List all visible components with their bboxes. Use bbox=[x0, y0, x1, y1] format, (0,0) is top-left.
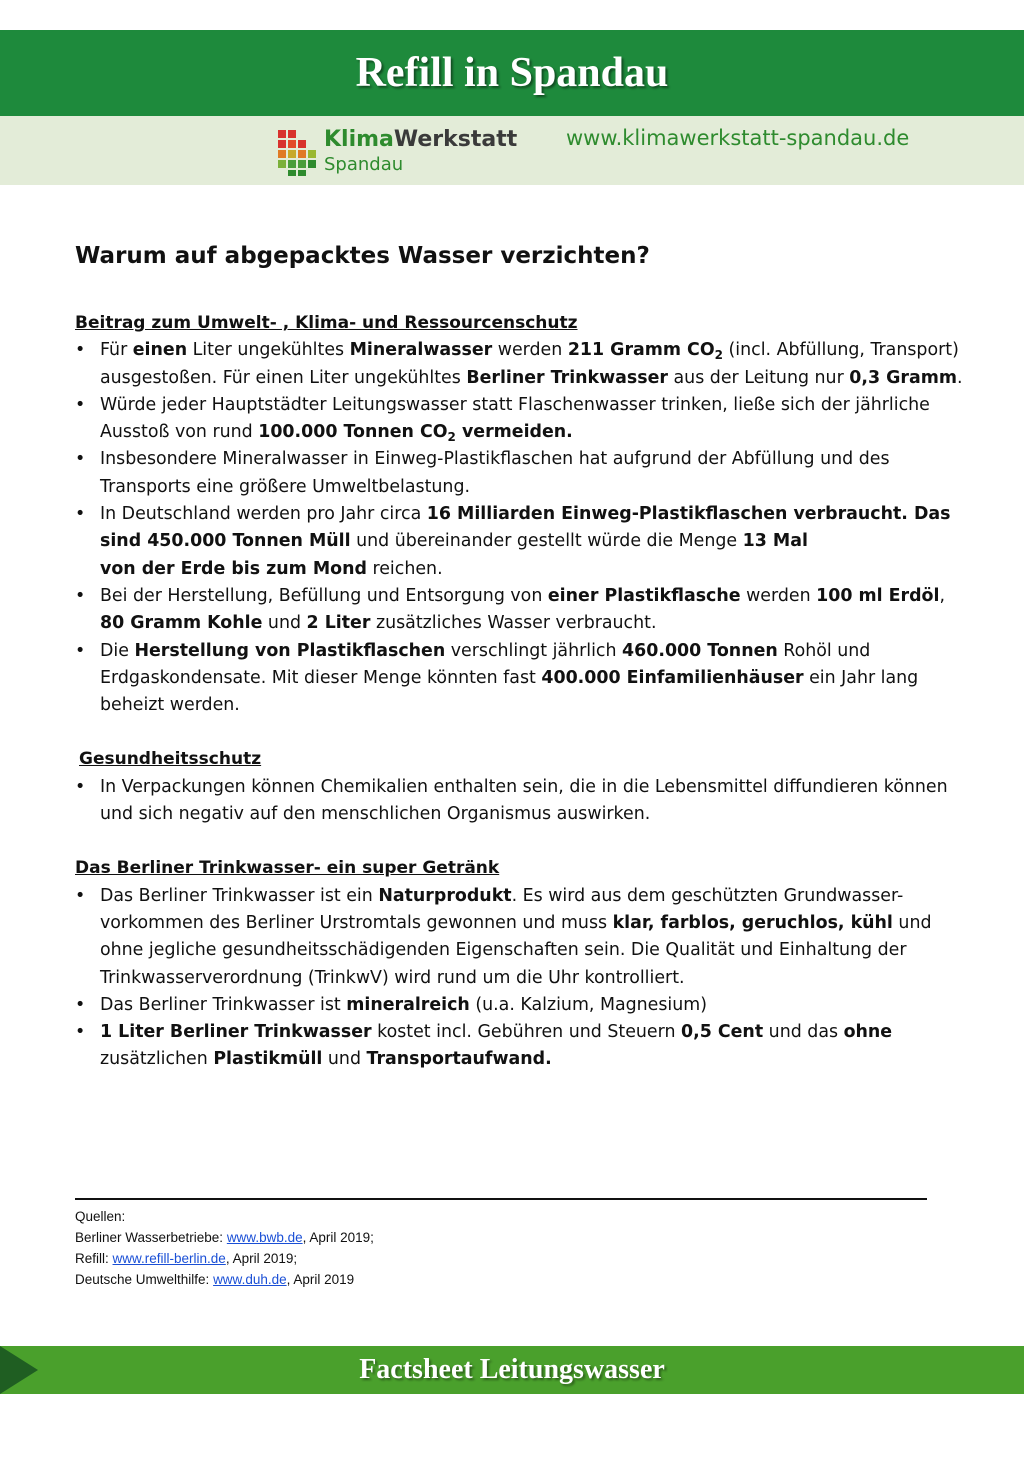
logo-text-klima: Klima bbox=[324, 127, 394, 152]
list-item: • Das Berliner Trinkwasser ist ein Naturprodukt. Es wird aus dem geschützten Grundwasser-vorkommen des Berliner Urstromtals gewonnen und muss klar, farblos, geruchlos, kühl und ohne jegliche gesundheitsschädigenden Eigenschaften sein. Die Qualität und Einhaltung der Trinkwasserverordnung (TrinkwV) wird rund um die Uhr kontrolliert. bbox=[75, 883, 965, 992]
trinkwasser-list bbox=[75, 883, 965, 1074]
main-content bbox=[75, 240, 965, 1074]
umwelt-list bbox=[75, 337, 965, 719]
section-title-trinkwasser: Das Berliner Trinkwasser- ein super Getränk bbox=[75, 858, 500, 879]
section-title-gesundheit: Gesundheitsschutz bbox=[79, 749, 262, 770]
list-item: • Insbesondere Mineralwasser in Einweg-Plastikflaschen hat aufgrund der Abfüllung und des Transports eine größere Umweltbelastung. bbox=[75, 446, 965, 501]
logo-text bbox=[324, 127, 517, 152]
source-item: Berliner Wasserbetriebe: www.bwb.de, April 2019; bbox=[75, 1230, 374, 1245]
list-item: • In Deutschland werden pro Jahr circa 16 Milliarden Einweg-Plastikflaschen verbraucht. Das sind 450.000 Tonnen Müll und übereinander gestellt würde die Menge 13 Mal von der Erde bis zum Mond reichen. bbox=[75, 501, 965, 583]
list-item: • In Verpackungen können Chemikalien enthalten sein, die in die Lebensmittel diffundieren können und sich negativ auf den menschlichen Organismus auswirken. bbox=[75, 774, 965, 829]
gesundheit-list bbox=[75, 774, 965, 829]
source-link-duh[interactable]: www.duh.de bbox=[213, 1272, 287, 1287]
list-item: • Das Berliner Trinkwasser ist mineralreich (u.a. Kalzium, Magnesium) bbox=[75, 992, 965, 1019]
list-item: • Für einen Liter ungekühltes Mineralwasser werden 211 Gramm $CO_2$ (incl. Abfüllung, Transport) ausgestoßen. Für einen Liter ungekühltes Berliner Trinkwasser aus der Leitung nur 0,3 Gramm. bbox=[75, 337, 965, 392]
sources-block bbox=[75, 1206, 374, 1290]
footer-banner bbox=[0, 1346, 1024, 1394]
source-link-bwb[interactable]: www.bwb.de bbox=[226, 1230, 303, 1245]
list-item: • 1 Liter Berliner Trinkwasser kostet incl. Gebühren und Steuern 0,5 Cent und das ohne zusätzlichen Plastikmüll und Transportaufwand. bbox=[75, 1019, 965, 1074]
logo-text-werkstatt: Werkstatt bbox=[393, 127, 518, 152]
sources-label: Quellen: bbox=[75, 1209, 126, 1224]
divider-line bbox=[75, 1198, 927, 1200]
arrow-icon bbox=[0, 1346, 40, 1394]
list-item: • Würde jeder Hauptstädter Leitungswasser statt Flaschenwasser trinken, ließe sich der jährliche Ausstoß von rund 100.000 Tonnen $CO_2$ vermeiden. bbox=[75, 392, 965, 447]
source-item: Refill: www.refill-berlin.de, April 2019; bbox=[75, 1251, 298, 1266]
list-item: • Bei der Herstellung, Befüllung und Entsorgung von einer Plastikflasche werden 100 ml Erdöl, 80 Gramm Kohle und 2 Liter zusätzliches Wasser verbraucht. bbox=[75, 583, 965, 638]
main-heading: Warum auf abgepacktes Wasser verzichten? bbox=[75, 243, 650, 269]
klimawerkstatt-logo bbox=[278, 126, 538, 178]
section-title-umwelt: Beitrag zum Umwelt- , Klima- und Ressourcenschutz bbox=[75, 313, 578, 333]
page-title: Refill in Spandau bbox=[355, 50, 669, 96]
logo-mark-icon bbox=[278, 126, 318, 178]
source-link-refill[interactable]: www.refill-berlin.de bbox=[112, 1251, 226, 1266]
list-item: • Die Herstellung von Plastikflaschen verschlingt jährlich 460.000 Tonnen Rohöl und Erdgaskondensate. Mit dieser Menge könnten fast 400.000 Einfamilienhäuser ein Jahr lang beheizt werden. bbox=[75, 638, 965, 720]
logo-subtext: Spandau bbox=[324, 154, 404, 175]
footer-title: Factsheet Leitungswasser bbox=[359, 1354, 665, 1385]
source-item: Deutsche Umwelthilfe: www.duh.de, April 2019 bbox=[75, 1272, 355, 1287]
website-link[interactable]: www.klimawerkstatt-spandau.de bbox=[566, 126, 910, 150]
header-banner bbox=[0, 30, 1024, 116]
